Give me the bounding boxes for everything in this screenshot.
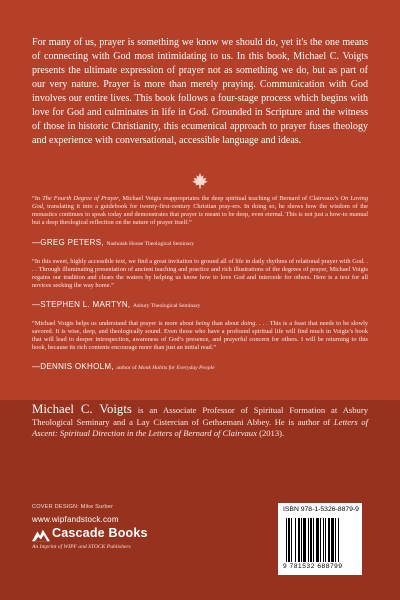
endorsement-quote: “In this sweet, highly accessible text, we find a great invitation to ground all of life in daily rhythms of relational prayer with God. . . . Through illuminating presentation of ancient teaching and practice and rich illustrations of the degrees of prayer, Michael Voigts regains our tradition and clears the waters by helping us know how to love God and intercede for others. Here is a text for all novices seeking the way home.” (32, 258, 368, 289)
book-title: The Fourth Degree of Prayer (42, 195, 119, 202)
quote-text: “In (32, 195, 43, 202)
book-description: For many of us, prayer is something we know we should do, yet it's the one means of connecting with God most intimidating to us. In this book, Michael C. Voigts presents the ultimate expression of prayer not as something we do, but as part of our very nature. Prayer is more than merely praying. Communication with God involves our entire lives. This book follows a four-stage process which begins with love for God and culminates in life in God. Grounded in Scripture and the witness of those in historic Christianity, this ecumenical approach to prayer fuses theology and experience with conversational, accessible language and ideas. (32, 37, 368, 146)
mountain-logo-icon (32, 528, 50, 542)
endorser-attribution (32, 238, 368, 249)
emphasis: doing (240, 320, 256, 327)
barcode (286, 518, 358, 562)
quote-text: than about (209, 320, 241, 327)
publisher-website[interactable]: www.wipfandstock.com (32, 515, 119, 524)
publisher-name: Cascade Books (52, 526, 148, 540)
book-title: On Loving God (32, 195, 369, 210)
emphasis: being (195, 320, 210, 327)
book-title: Letters of Ascent: Spiritual Direction in the Letters of Bernard of Clairvaux (32, 416, 368, 438)
endorser-affiliation: Asbury Theological Seminary (133, 303, 201, 309)
endorsement-quote (32, 320, 368, 352)
endorser-affiliation (116, 365, 214, 371)
author-name: Michael C. Voigts (32, 402, 132, 416)
affiliation-text: author of (116, 365, 139, 371)
bio-text: (2013). (256, 428, 285, 438)
cover-design-credit: COVER DESIGN: Mike Surber (32, 504, 114, 510)
bio-text: is an Associate Professor of Spiritual Formation at Asbury Theological Seminary and a Lay Cistercian of Gethsemani Abbey. He is author of (32, 405, 368, 427)
endorser-name: —STEPHEN L. MARTYN, (32, 300, 131, 309)
isbn-label: ISBN 978-1-5326-8879-9 (283, 506, 359, 513)
endorser-name: —GREG PETERS, (32, 238, 104, 247)
book-title: Monk Habits for Everyday People (138, 365, 215, 371)
quote-text: , translating it into a guidebook for twenty-first-century Christian pray-ers. In doing so, he shows how the wisdom of the monastics continues to speak today and demonstrates that prayer is meant to be deep, even eternal. This is not just a how-to manual but a deep theological reflection on the nature of prayer itself.” (32, 202, 368, 226)
author-bio (32, 404, 368, 440)
maple-leaf-icon (191, 172, 209, 190)
endorser-attribution (32, 300, 368, 311)
publisher-imprint: An Imprint of WIPF and STOCK Publishers (32, 544, 131, 550)
endorser-name: —DENNIS OKHOLM, (32, 362, 114, 371)
endorsement-quote (32, 195, 368, 227)
endorser-attribution (32, 362, 368, 373)
barcode-digits: 9 781532 688799 (283, 563, 343, 570)
endorser-affiliation: Nashotah House Theological Seminary (106, 241, 195, 247)
quote-text: “Michael Voigts helps us understand that prayer is more about (32, 320, 196, 327)
quote-text: , Michael Voigts reappropriates the deep spiritual teaching of Bernard of Clairvaux’s (118, 195, 341, 202)
quote-text: . . . . This is a feast that needs to be slowly savored. It is wise, deep, and theologically sound. Even those who have a profound spiritual life will find much in Voigts’s book that will lead to deeper introspection, awareness of God’s presence, and prayerful concern for others. I will be returning to this book, because its rich contents encourage more than just an initial read.” (32, 320, 368, 351)
